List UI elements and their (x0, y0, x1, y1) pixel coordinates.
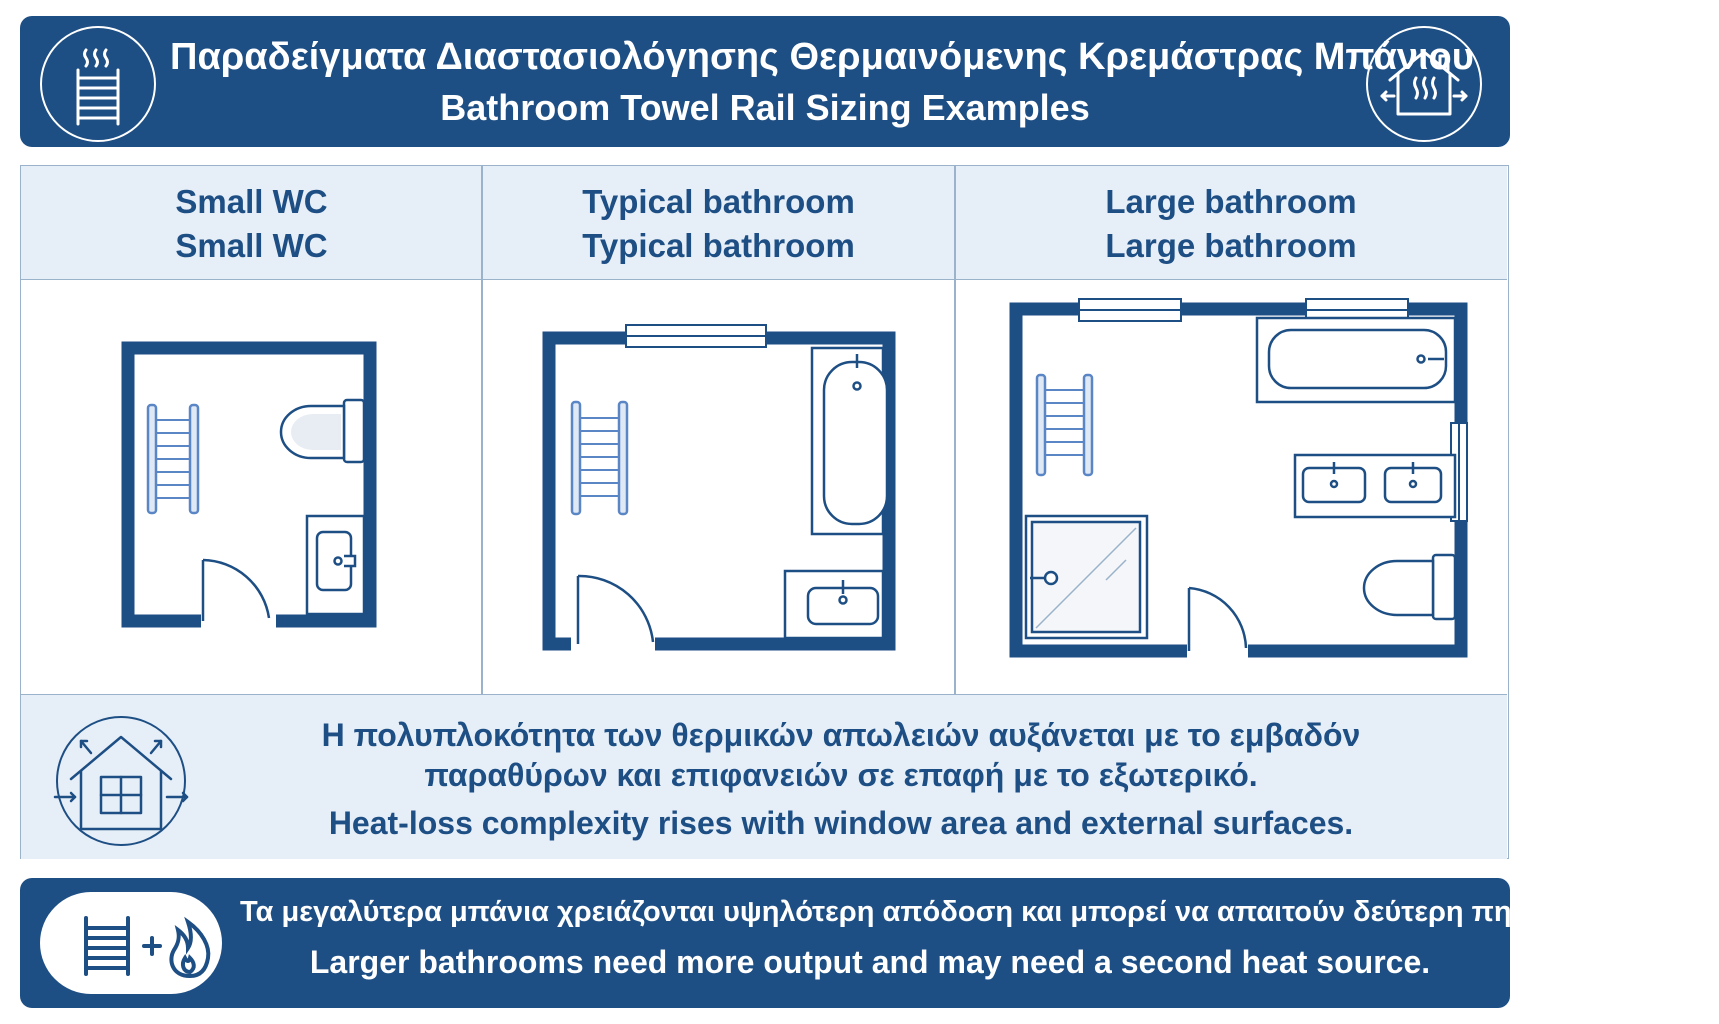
double-sink-icon (1295, 455, 1455, 517)
column-label-secondary: Large bathroom (1105, 227, 1357, 264)
column-label-secondary: Typical bathroom (582, 227, 855, 264)
column-header-typical-bathroom (482, 166, 955, 280)
door-swing-icon (203, 560, 269, 621)
note-english: Heat-loss complexity rises with window area and external surfaces. (328, 805, 1354, 841)
towel-rail-icon (572, 402, 627, 514)
sink-icon (785, 571, 883, 638)
column-label: Large bathroom (1105, 183, 1357, 220)
bathtub-icon (812, 348, 887, 534)
sink-icon (307, 516, 364, 614)
toilet-icon (281, 400, 364, 462)
column-label: Small WC (175, 183, 328, 220)
heat-loss-note (21, 694, 1507, 859)
floor-plan-large-bathroom (956, 280, 1507, 695)
floor-plan-small-wc (21, 280, 481, 695)
window-icon (626, 325, 766, 347)
footer-english: Larger bathrooms need more output and may need a second heat source. (309, 944, 1431, 980)
towel-rail-icon (148, 405, 198, 513)
door-swing-icon (1189, 588, 1246, 651)
column-header-small-wc (21, 166, 482, 280)
shower-icon (1026, 516, 1147, 638)
towel-rail-icon (1037, 375, 1092, 475)
toilet-icon (1364, 555, 1455, 619)
footer-banner (20, 878, 1719, 1008)
towel-rail-heat-icon (40, 26, 156, 142)
door-swing-icon (578, 576, 653, 644)
title-greek: Παραδείγματα Διαστασιολόγησης Θερμαινόμενης Κρεμάστρας Μπάνιου (170, 36, 1474, 78)
towel-rail-plus-flame-icon (40, 892, 222, 994)
column-label-secondary: Small WC (175, 227, 328, 264)
bathtub-icon (1257, 318, 1455, 402)
house-heat-loss-icon (51, 711, 191, 851)
footer-greek: Τα μεγαλύτερα μπάνια χρειάζονται υψηλότερη απόδοση και μπορεί να απαιτούν δεύτερη πηγή θερμότητας. (240, 896, 1719, 928)
column-label: Typical bathroom (582, 183, 855, 220)
floor-plan-typical-bathroom (483, 280, 954, 695)
comparison-grid (20, 165, 1509, 859)
header-banner (20, 16, 1510, 147)
column-header-large-bathroom (955, 166, 1507, 280)
note-greek: Η πολυπλοκότητα των θερμικών απωλειών αυξάνεται με το εμβαδόν παραθύρων και επιφανειών σε επαφή με το εξωτερικό. (321, 717, 1361, 793)
title-english: Bathroom Towel Rail Sizing Examples (440, 87, 1090, 128)
house-heat-loss-icon (1366, 26, 1482, 142)
